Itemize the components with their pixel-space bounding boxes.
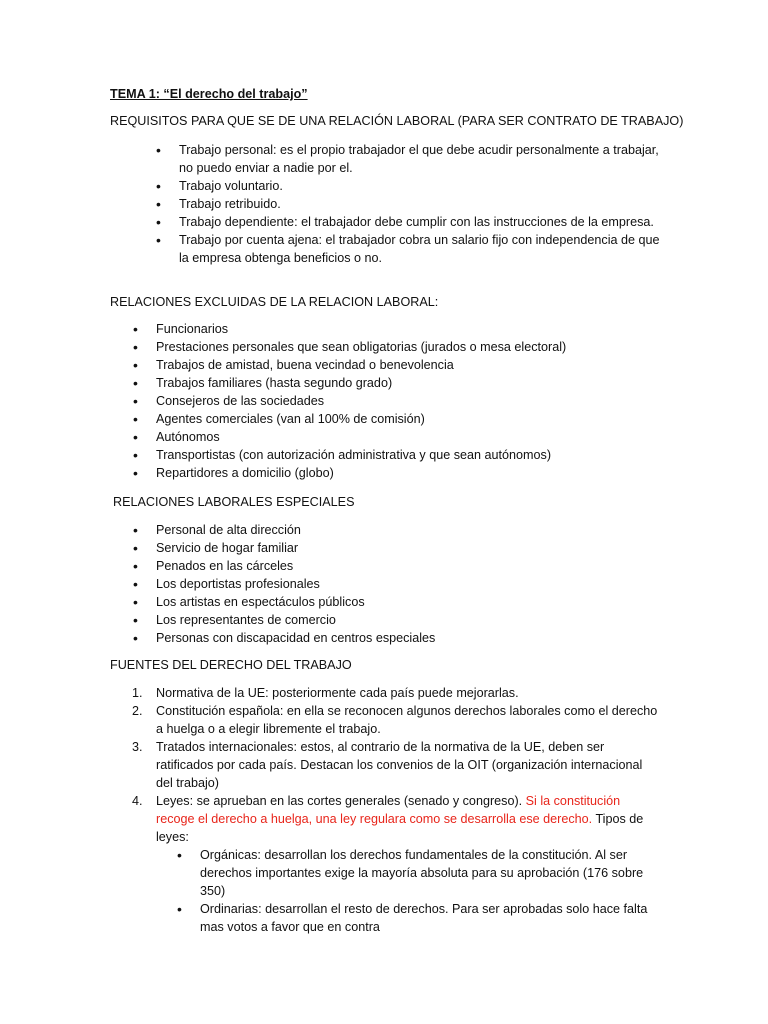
list-item: • Trabajo por cuenta ajena: el trabajador cobra un salario fijo con independencia de que la empresa obtenga beneficios o no. <box>179 231 661 267</box>
list-item-text: Tipos de leyes: <box>156 812 644 844</box>
list-item-text: Constitución española: en ella se reconocen algunos derechos laborales como el derecho a huelga o a elegir libremente el trabajo. <box>156 704 658 736</box>
list-item-text: Normativa de la UE: posteriormente cada país puede mejorarlas. <box>156 686 519 700</box>
sublist-item: • Ordinarias: desarrollan el resto de derechos. Para ser aprobadas solo hace falta mas votos a favor que en contra <box>200 900 661 936</box>
list-item-text: Tratados internacionales: estos, al contrario de la normativa de la UE, deben ser ratificados por cada país. Destacan los convenios de la OIT (organización internacional del trabajo) <box>156 740 643 790</box>
list-item: • Transportistas (con autorización administrativa y que sean autónomos) <box>156 446 676 464</box>
list-item <box>132 702 661 738</box>
list-item <box>132 738 661 792</box>
list-number: 1. <box>132 686 143 700</box>
list-item <box>132 684 661 702</box>
list-item: • Los representantes de comercio <box>156 611 676 629</box>
heading-especiales: RELACIONES LABORALES ESPECIALES <box>113 495 355 509</box>
list-item: • Trabajo dependiente: el trabajador debe cumplir con las instrucciones de la empresa. <box>179 213 661 231</box>
list-number: 2. <box>132 704 143 718</box>
heading-fuentes: FUENTES DEL DERECHO DEL TRABAJO <box>110 658 352 672</box>
list-item: • Personas con discapacidad en centros especiales <box>156 629 676 647</box>
list-item: • Trabajos familiares (hasta segundo grado) <box>156 374 676 392</box>
list-item: • Repartidores a domicilio (globo) <box>156 464 676 482</box>
sublist-leyes <box>200 846 661 936</box>
highlighted-text: Si la constitución recoge el derecho a huelga, una ley regulara como se desarrolla ese derecho. <box>156 794 621 826</box>
list-number: 3. <box>132 740 143 754</box>
list-item: • Trabajo personal: es el propio trabajador el que debe acudir personalmente a trabajar, no puedo enviar a nadie por el. <box>179 141 661 177</box>
list-item: • Agentes comerciales (van al 100% de comisión) <box>156 410 676 428</box>
list-item: • Trabajo retribuido. <box>179 195 661 213</box>
list-item: • Personal de alta dirección <box>156 521 676 539</box>
list-fuentes <box>132 684 661 936</box>
list-item <box>132 792 661 936</box>
list-item: • Prestaciones personales que sean obligatorias (jurados o mesa electoral) <box>156 338 676 356</box>
heading-requisitos: REQUISITOS PARA QUE SE DE UNA RELACIÓN LABORAL (PARA SER CONTRATO DE TRABAJO) <box>110 114 684 128</box>
list-item: • Los artistas en espectáculos públicos <box>156 593 676 611</box>
list-item: • Autónomos <box>156 428 676 446</box>
list-especiales <box>156 521 676 647</box>
list-requisitos <box>179 141 661 267</box>
list-item: • Consejeros de las sociedades <box>156 392 676 410</box>
sublist-item: • Orgánicas: desarrollan los derechos fundamentales de la constitución. Al ser derechos importantes exige la mayoría absoluta para su aprobación (176 sobre 350) <box>200 846 661 900</box>
list-excluidas <box>156 320 676 482</box>
list-item: • Funcionarios <box>156 320 676 338</box>
list-item-text: Leyes: se aprueban en las cortes generales (senado y congreso). <box>156 794 526 808</box>
list-item: • Penados en las cárceles <box>156 557 676 575</box>
list-item: • Trabajo voluntario. <box>179 177 661 195</box>
list-item: • Trabajos de amistad, buena vecindad o benevolencia <box>156 356 676 374</box>
list-item: • Servicio de hogar familiar <box>156 539 676 557</box>
list-number: 4. <box>132 794 143 808</box>
document-title: TEMA 1: “El derecho del trabajo” <box>110 87 308 101</box>
heading-excluidas: RELACIONES EXCLUIDAS DE LA RELACION LABORAL: <box>110 295 439 309</box>
list-item: • Los deportistas profesionales <box>156 575 676 593</box>
